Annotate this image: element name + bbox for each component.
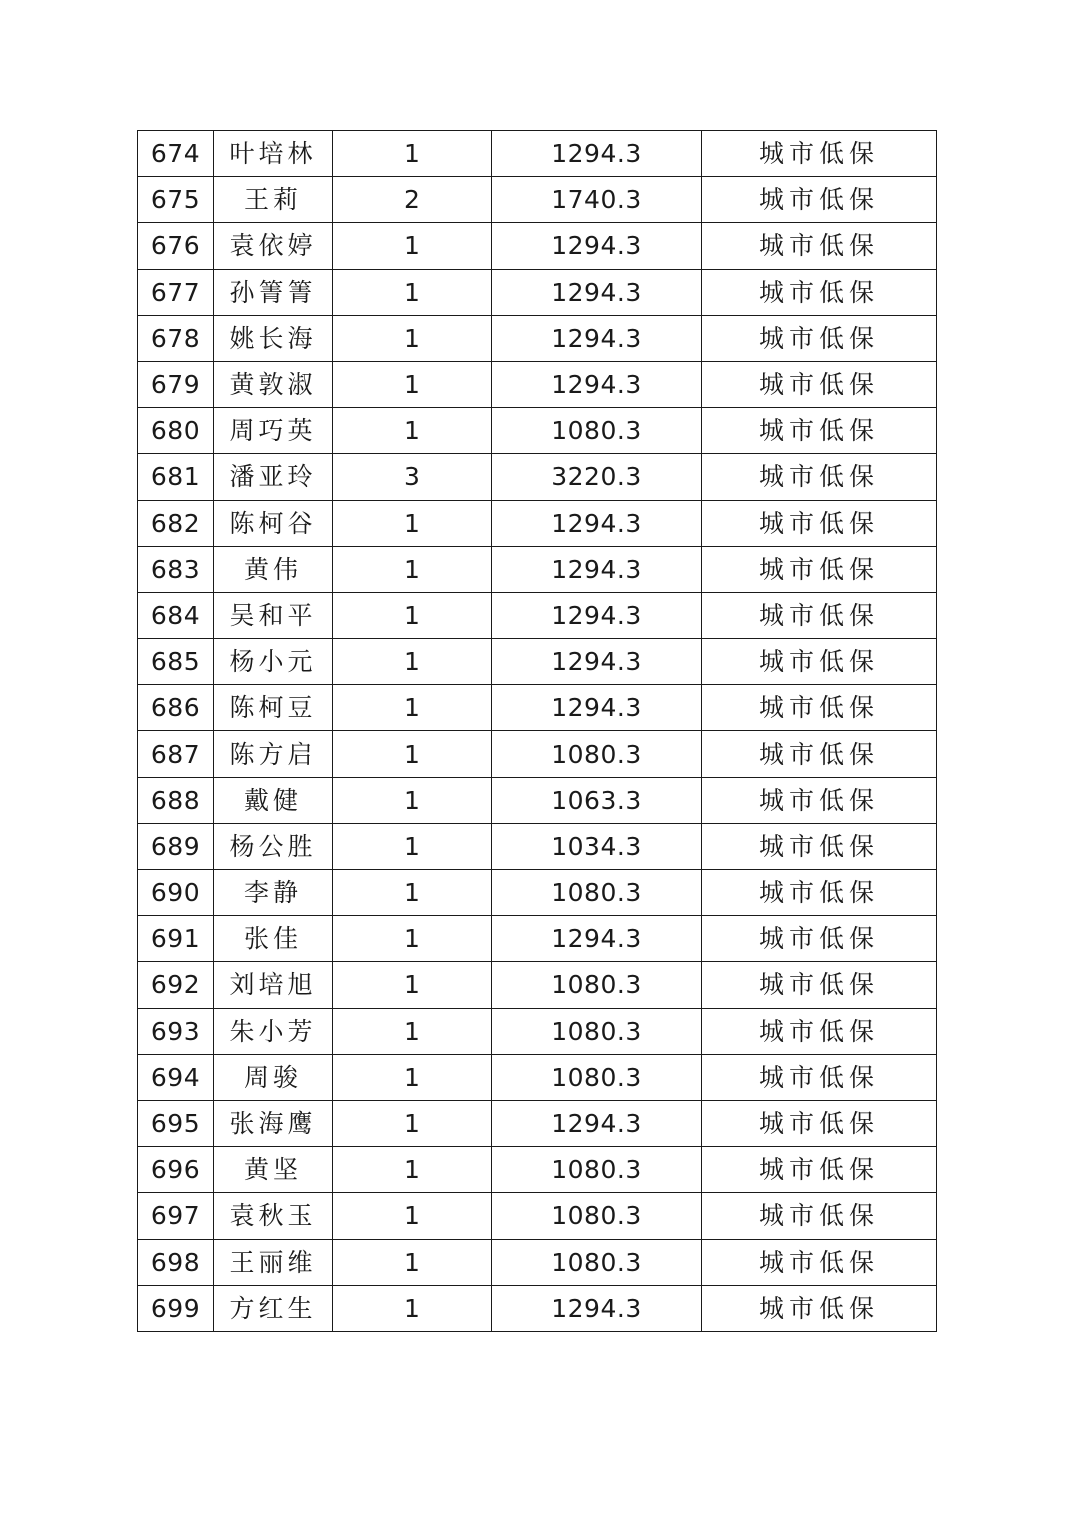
assistance-type-cell: 城市低保 (702, 361, 937, 407)
serial-number-cell: 681 (138, 454, 214, 500)
amount-cell: 1294.3 (492, 639, 702, 685)
household-size-cell: 1 (333, 1054, 492, 1100)
table-row (138, 962, 937, 1008)
serial-number-cell: 686 (138, 685, 214, 731)
amount-cell: 1294.3 (492, 131, 702, 177)
amount-cell: 1080.3 (492, 1193, 702, 1239)
table-row (138, 685, 937, 731)
table-row (138, 454, 937, 500)
amount-cell: 1294.3 (492, 223, 702, 269)
table-row (138, 1008, 937, 1054)
recipient-name-cell: 袁秋玉 (214, 1193, 333, 1239)
amount-cell: 1294.3 (492, 361, 702, 407)
amount-cell: 1080.3 (492, 408, 702, 454)
table-row (138, 269, 937, 315)
table-row (138, 315, 937, 361)
recipient-name-cell: 孙箐箐 (214, 269, 333, 315)
amount-cell: 1080.3 (492, 1054, 702, 1100)
assistance-type-cell: 城市低保 (702, 546, 937, 592)
table-row (138, 223, 937, 269)
table-row (138, 361, 937, 407)
household-size-cell: 1 (333, 731, 492, 777)
serial-number-cell: 691 (138, 916, 214, 962)
assistance-type-cell: 城市低保 (702, 1008, 937, 1054)
amount-cell: 1080.3 (492, 1008, 702, 1054)
amount-cell: 1294.3 (492, 500, 702, 546)
amount-cell: 1740.3 (492, 177, 702, 223)
household-size-cell: 1 (333, 223, 492, 269)
recipient-name-cell: 潘亚玲 (214, 454, 333, 500)
amount-cell: 1294.3 (492, 546, 702, 592)
amount-cell: 1294.3 (492, 1100, 702, 1146)
amount-cell: 1034.3 (492, 823, 702, 869)
table-row (138, 823, 937, 869)
recipient-name-cell: 姚长海 (214, 315, 333, 361)
household-size-cell: 3 (333, 454, 492, 500)
amount-cell: 1294.3 (492, 269, 702, 315)
table-row (138, 131, 937, 177)
table-row (138, 916, 937, 962)
serial-number-cell: 684 (138, 592, 214, 638)
amount-cell: 1294.3 (492, 1285, 702, 1331)
recipient-table (137, 130, 937, 1332)
amount-cell: 1063.3 (492, 777, 702, 823)
amount-cell: 3220.3 (492, 454, 702, 500)
serial-number-cell: 682 (138, 500, 214, 546)
assistance-type-cell: 城市低保 (702, 823, 937, 869)
table-row (138, 546, 937, 592)
amount-cell: 1294.3 (492, 685, 702, 731)
serial-number-cell: 690 (138, 870, 214, 916)
table-row (138, 408, 937, 454)
amount-cell: 1080.3 (492, 870, 702, 916)
table-row (138, 1239, 937, 1285)
assistance-type-cell: 城市低保 (702, 315, 937, 361)
household-size-cell: 1 (333, 592, 492, 638)
assistance-type-cell: 城市低保 (702, 639, 937, 685)
household-size-cell: 1 (333, 408, 492, 454)
table-row (138, 592, 937, 638)
amount-cell: 1294.3 (492, 916, 702, 962)
serial-number-cell: 675 (138, 177, 214, 223)
household-size-cell: 2 (333, 177, 492, 223)
serial-number-cell: 693 (138, 1008, 214, 1054)
assistance-type-cell: 城市低保 (702, 685, 937, 731)
household-size-cell: 1 (333, 1147, 492, 1193)
assistance-type-cell: 城市低保 (702, 592, 937, 638)
table-body (138, 131, 937, 1332)
household-size-cell: 1 (333, 315, 492, 361)
serial-number-cell: 688 (138, 777, 214, 823)
amount-cell: 1294.3 (492, 315, 702, 361)
serial-number-cell: 683 (138, 546, 214, 592)
household-size-cell: 1 (333, 777, 492, 823)
table-row (138, 177, 937, 223)
assistance-type-cell: 城市低保 (702, 1100, 937, 1146)
serial-number-cell: 699 (138, 1285, 214, 1331)
household-size-cell: 1 (333, 916, 492, 962)
assistance-type-cell: 城市低保 (702, 962, 937, 1008)
serial-number-cell: 689 (138, 823, 214, 869)
table-row (138, 1193, 937, 1239)
recipient-name-cell: 杨小元 (214, 639, 333, 685)
recipient-name-cell: 方红生 (214, 1285, 333, 1331)
household-size-cell: 1 (333, 823, 492, 869)
serial-number-cell: 677 (138, 269, 214, 315)
recipient-name-cell: 叶培林 (214, 131, 333, 177)
household-size-cell: 1 (333, 1193, 492, 1239)
serial-number-cell: 696 (138, 1147, 214, 1193)
document-page (137, 130, 936, 1332)
assistance-type-cell: 城市低保 (702, 916, 937, 962)
amount-cell: 1294.3 (492, 592, 702, 638)
recipient-name-cell: 陈柯豆 (214, 685, 333, 731)
serial-number-cell: 685 (138, 639, 214, 685)
recipient-name-cell: 陈柯谷 (214, 500, 333, 546)
assistance-type-cell: 城市低保 (702, 269, 937, 315)
household-size-cell: 1 (333, 546, 492, 592)
recipient-name-cell: 吴和平 (214, 592, 333, 638)
assistance-type-cell: 城市低保 (702, 500, 937, 546)
table-row (138, 1147, 937, 1193)
household-size-cell: 1 (333, 269, 492, 315)
amount-cell: 1080.3 (492, 962, 702, 1008)
assistance-type-cell: 城市低保 (702, 223, 937, 269)
household-size-cell: 1 (333, 1239, 492, 1285)
amount-cell: 1080.3 (492, 1239, 702, 1285)
assistance-type-cell: 城市低保 (702, 1147, 937, 1193)
recipient-name-cell: 黄伟 (214, 546, 333, 592)
recipient-name-cell: 朱小芳 (214, 1008, 333, 1054)
table-row (138, 731, 937, 777)
table-row (138, 870, 937, 916)
serial-number-cell: 679 (138, 361, 214, 407)
household-size-cell: 1 (333, 685, 492, 731)
serial-number-cell: 680 (138, 408, 214, 454)
table-row (138, 1054, 937, 1100)
assistance-type-cell: 城市低保 (702, 1285, 937, 1331)
table-row (138, 1285, 937, 1331)
assistance-type-cell: 城市低保 (702, 454, 937, 500)
recipient-name-cell: 张海鹰 (214, 1100, 333, 1146)
recipient-name-cell: 戴健 (214, 777, 333, 823)
household-size-cell: 1 (333, 639, 492, 685)
recipient-name-cell: 陈方启 (214, 731, 333, 777)
assistance-type-cell: 城市低保 (702, 870, 937, 916)
recipient-name-cell: 王丽维 (214, 1239, 333, 1285)
amount-cell: 1080.3 (492, 731, 702, 777)
serial-number-cell: 674 (138, 131, 214, 177)
assistance-type-cell: 城市低保 (702, 1193, 937, 1239)
serial-number-cell: 692 (138, 962, 214, 1008)
recipient-name-cell: 黄坚 (214, 1147, 333, 1193)
serial-number-cell: 697 (138, 1193, 214, 1239)
serial-number-cell: 698 (138, 1239, 214, 1285)
table-row (138, 777, 937, 823)
assistance-type-cell: 城市低保 (702, 777, 937, 823)
household-size-cell: 1 (333, 1100, 492, 1146)
household-size-cell: 1 (333, 1285, 492, 1331)
serial-number-cell: 695 (138, 1100, 214, 1146)
household-size-cell: 1 (333, 500, 492, 546)
household-size-cell: 1 (333, 1008, 492, 1054)
serial-number-cell: 694 (138, 1054, 214, 1100)
table-row (138, 639, 937, 685)
recipient-name-cell: 黄敦淑 (214, 361, 333, 407)
table-row (138, 1100, 937, 1146)
assistance-type-cell: 城市低保 (702, 408, 937, 454)
assistance-type-cell: 城市低保 (702, 131, 937, 177)
recipient-name-cell: 张佳 (214, 916, 333, 962)
recipient-name-cell: 李静 (214, 870, 333, 916)
amount-cell: 1080.3 (492, 1147, 702, 1193)
recipient-name-cell: 周骏 (214, 1054, 333, 1100)
serial-number-cell: 676 (138, 223, 214, 269)
assistance-type-cell: 城市低保 (702, 1239, 937, 1285)
assistance-type-cell: 城市低保 (702, 177, 937, 223)
recipient-name-cell: 袁依婷 (214, 223, 333, 269)
recipient-name-cell: 刘培旭 (214, 962, 333, 1008)
household-size-cell: 1 (333, 962, 492, 1008)
recipient-name-cell: 杨公胜 (214, 823, 333, 869)
recipient-name-cell: 周巧英 (214, 408, 333, 454)
serial-number-cell: 678 (138, 315, 214, 361)
serial-number-cell: 687 (138, 731, 214, 777)
table-row (138, 500, 937, 546)
household-size-cell: 1 (333, 870, 492, 916)
recipient-name-cell: 王莉 (214, 177, 333, 223)
household-size-cell: 1 (333, 131, 492, 177)
household-size-cell: 1 (333, 361, 492, 407)
assistance-type-cell: 城市低保 (702, 1054, 937, 1100)
assistance-type-cell: 城市低保 (702, 731, 937, 777)
